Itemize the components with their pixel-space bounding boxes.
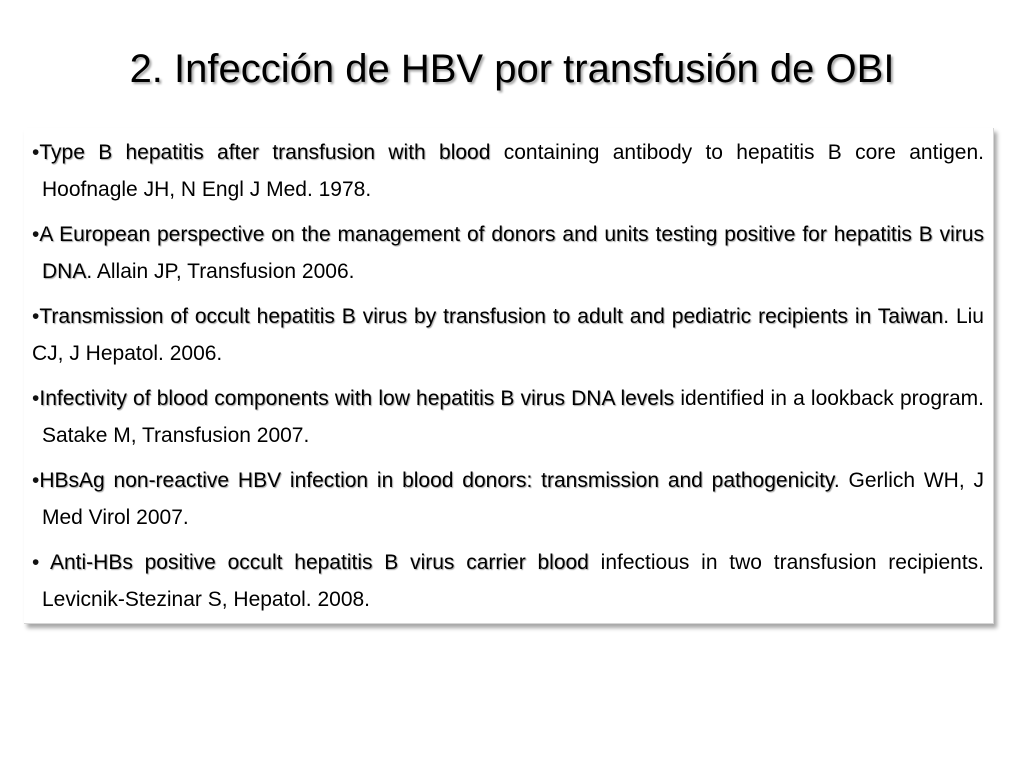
reference-item: [32, 462, 984, 536]
reference-citation: . Gerlich WH, J Med Virol 2007.: [42, 469, 984, 529]
bullet: •: [32, 305, 40, 328]
reference-citation: . Allain JP, Transfusion 2006.: [86, 260, 355, 283]
reference-title: Transmission of occult hepatitis B virus by transfusion to adult and pediatric recipients in Taiwan: [39, 305, 944, 328]
reference-item: [32, 544, 984, 618]
reference-title: Anti-HBs positive occult hepatitis B virus carrier blood: [49, 551, 589, 574]
references-box: [24, 128, 994, 624]
reference-item: [32, 380, 984, 454]
bullet: •: [32, 387, 40, 410]
reference-item: [32, 298, 984, 372]
reference-citation: infectious in two transfusion recipients. Levicnik-Stezinar S, Hepatol. 2008.: [42, 551, 984, 611]
reference-citation: identified in a lookback program. Satake M, Transfusion 2007.: [42, 387, 984, 447]
reference-citation: containing antibody to hepatitis B core antigen. Hoofnagle JH, N Engl J Med. 1978.: [42, 141, 984, 201]
reference-citation: . Liu CJ, J Hepatol. 2006.: [32, 305, 984, 365]
reference-title: HBsAg non-reactive HBV infection in blood donors: transmission and pathogenicity: [39, 469, 834, 492]
bullet: •: [32, 469, 40, 492]
slide-title: 2. Infección de HBV por transfusión de OBI: [129, 46, 895, 91]
reference-title: Infectivity of blood components with low hepatitis B virus DNA levels: [39, 387, 675, 410]
bullet: •: [32, 141, 40, 164]
bullet: •: [32, 223, 40, 246]
reference-item: [32, 216, 984, 290]
reference-title: A European perspective on the management of donors and units testing positive for hepatitis B virus DNA: [39, 223, 984, 283]
reference-title: Type B hepatitis after transfusion with blood: [39, 141, 491, 164]
bullet: •: [32, 551, 50, 574]
reference-item: [32, 134, 984, 208]
